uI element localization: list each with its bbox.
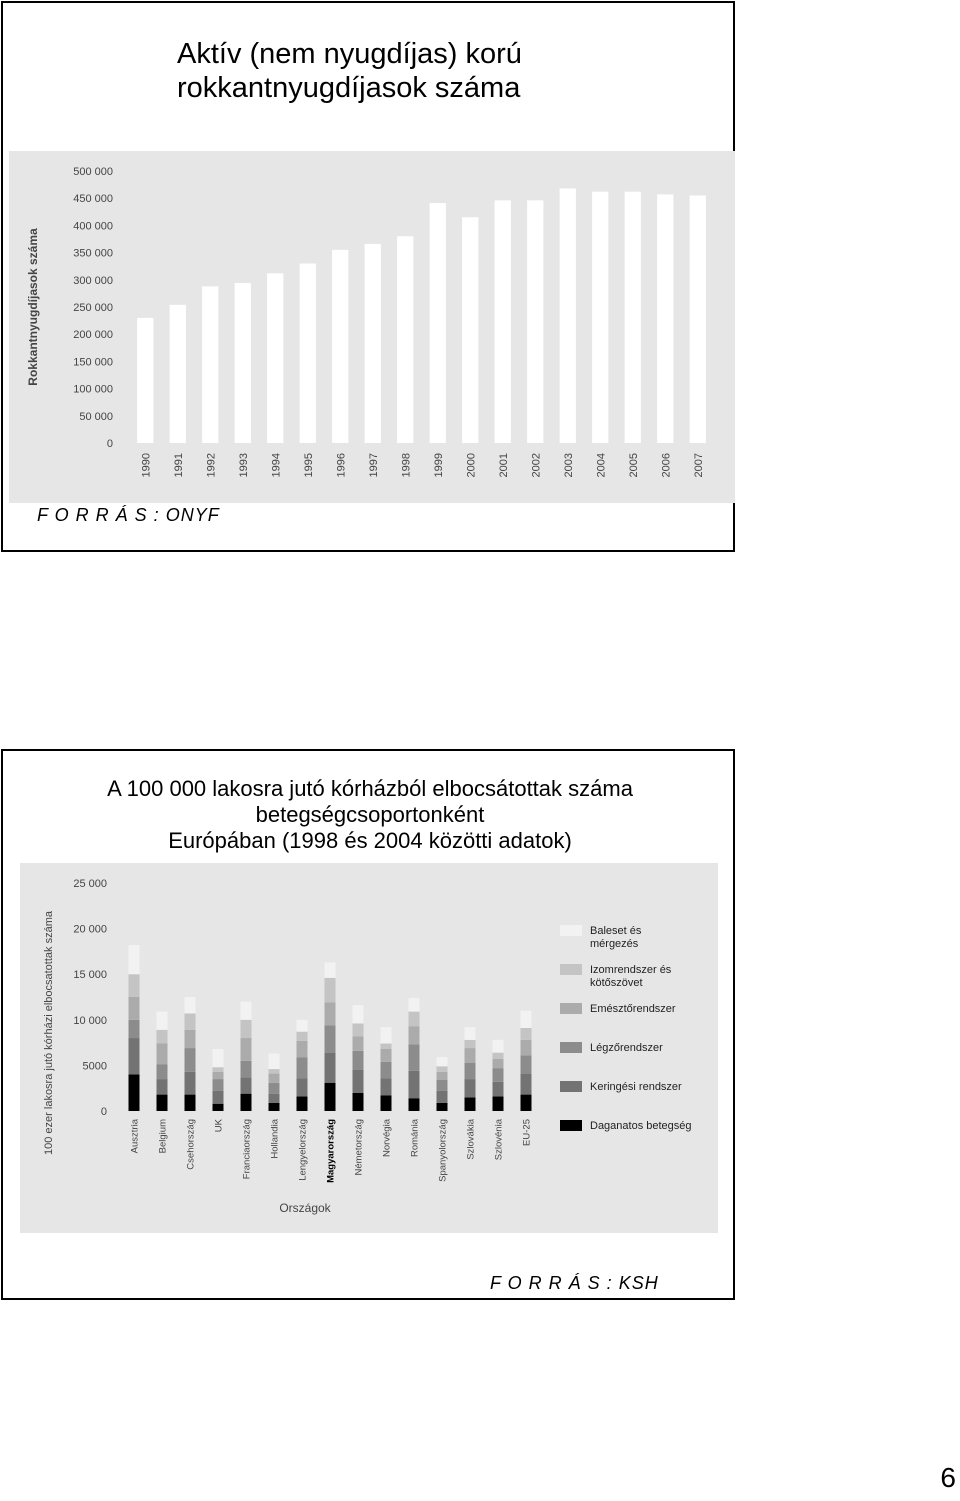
bar-segment-Belgium	[157, 1030, 168, 1044]
bar-2002	[527, 200, 543, 443]
title-line-2: betegségcsoportonként	[255, 802, 485, 827]
y-tick-label: 5000	[82, 1060, 107, 1073]
y-tick-label: 450 000	[73, 193, 113, 206]
bar-segment-Szlovákia	[465, 1027, 476, 1040]
bar-segment-Hollandia	[269, 1083, 280, 1094]
bar-1992	[202, 286, 218, 443]
bar-segment-Szlovákia	[465, 1063, 476, 1079]
bar-segment-Németország	[353, 1093, 364, 1111]
y-tick-label: 300 000	[73, 274, 113, 287]
slide-title	[177, 37, 522, 105]
bar-1995	[300, 263, 316, 443]
x-tick-label: Franciaország	[241, 1119, 253, 1180]
bar-segment-Lengyelország	[297, 1078, 308, 1096]
legend-swatch	[560, 1081, 582, 1092]
x-tick-label: 2000	[465, 453, 478, 478]
bar-segment-Románia	[409, 1044, 420, 1070]
bar-segment-Belgium	[157, 1079, 168, 1095]
bar-segment-Románia	[409, 1026, 420, 1044]
x-tick-label: Spanyolország	[437, 1119, 449, 1182]
bar-segment-Norvégia	[381, 1027, 392, 1043]
bar-segment-Magyarország	[325, 962, 336, 978]
bar-segment-EU-25	[521, 1074, 532, 1095]
x-tick-label: 1993	[237, 453, 250, 478]
x-tick-label: 2005	[627, 453, 640, 478]
bar-segment-Norvégia	[381, 1044, 392, 1049]
bar-segment-Szlovénia	[493, 1082, 504, 1097]
legend-label: Baleset és mérgezés	[590, 925, 642, 950]
slide-rokkantnyugdijasok	[1, 1, 735, 552]
bar-segment-Belgium	[157, 1095, 168, 1111]
bar-segment-Szlovénia	[493, 1096, 504, 1111]
bar-segment-UK	[213, 1091, 224, 1104]
x-tick-label: 2003	[562, 453, 575, 478]
bar-segment-Németország	[353, 1051, 364, 1070]
bar-segment-Spanyolország	[437, 1091, 448, 1103]
y-tick-label: 250 000	[73, 302, 113, 314]
x-tick-label: Németország	[353, 1119, 365, 1176]
bar-segment-EU-25	[521, 1028, 532, 1040]
bar-segment-Franciaország	[241, 1038, 252, 1061]
bar-segment-Belgium	[157, 1044, 168, 1065]
source-note: F O R R Á S : ONYF	[37, 505, 220, 525]
bar-1991	[170, 305, 186, 443]
bar-segment-Ausztria	[129, 1038, 140, 1074]
y-tick-label: 350 000	[73, 247, 113, 260]
bar-segment-Csehország	[185, 1030, 196, 1048]
bar-1990	[137, 318, 153, 443]
x-tick-label: 1997	[367, 453, 380, 478]
bar-segment-Románia	[409, 998, 420, 1012]
legend-label: Keringési rendszer	[590, 1081, 682, 1093]
x-tick-label: 2004	[595, 453, 608, 478]
x-tick-label: UK	[213, 1119, 225, 1133]
bar-segment-Ausztria	[129, 1075, 140, 1111]
bar-segment-Franciaország	[241, 1061, 252, 1077]
y-tick-label: 50 000	[79, 410, 113, 423]
bar-2005	[625, 192, 641, 443]
y-tick-label: 25 000	[73, 878, 107, 890]
bar-segment-Szlovákia	[465, 1040, 476, 1048]
bar-segment-Hollandia	[269, 1094, 280, 1103]
bar-segment-EU-25	[521, 1040, 532, 1056]
bar-segment-Hollandia	[269, 1103, 280, 1111]
bar-1999	[430, 203, 446, 443]
bar-segment-Németország	[353, 1005, 364, 1023]
bar-segment-Franciaország	[241, 1077, 252, 1093]
bar-segment-Belgium	[157, 1012, 168, 1030]
legend-swatch	[560, 1042, 582, 1053]
bar-segment-Ausztria	[129, 974, 140, 997]
y-tick-label: 10 000	[73, 1014, 107, 1027]
bar-segment-Ausztria	[129, 1020, 140, 1038]
bar-segment-Spanyolország	[437, 1103, 448, 1111]
bar-segment-Spanyolország	[437, 1057, 448, 1066]
y-tick-label: 150 000	[73, 356, 113, 369]
bar-segment-Románia	[409, 1098, 420, 1111]
bar-segment-Lengyelország	[297, 1032, 308, 1041]
bar-segment-Szlovénia	[493, 1059, 504, 1068]
bar-segment-EU-25	[521, 1011, 532, 1028]
x-tick-label: Belgium	[157, 1119, 169, 1154]
legend-label: Daganatos betegség	[590, 1120, 692, 1132]
bar-2003	[560, 188, 576, 443]
bar-segment-Hollandia	[269, 1074, 280, 1083]
x-tick-label: 2001	[497, 453, 510, 478]
bar-segment-Csehország	[185, 1048, 196, 1072]
x-tick-label: 1996	[335, 453, 348, 478]
x-tick-label: 1999	[432, 453, 445, 478]
bar-segment-Franciaország	[241, 1094, 252, 1111]
y-tick-label: 0	[106, 438, 113, 450]
bar-segment-Norvégia	[381, 1062, 392, 1078]
y-tick-label: 15 000	[73, 969, 107, 982]
bar-segment-Magyarország	[325, 978, 336, 1003]
legend-swatch	[560, 964, 582, 975]
x-tick-label: 1998	[400, 453, 413, 478]
x-tick-label: 1990	[140, 453, 153, 478]
bar-segment-EU-25	[521, 1055, 532, 1073]
bar-2006	[657, 194, 673, 443]
title-line-2: rokkantnyugdíjasok száma	[177, 72, 521, 104]
x-tick-label: 2002	[530, 453, 543, 478]
bar-segment-Franciaország	[241, 1002, 252, 1020]
bar-segment-Franciaország	[241, 1020, 252, 1038]
y-axis-label: 100 ezer lakosra jutó kórházi elbocsatottak száma	[43, 911, 55, 1155]
bar-segment-Norvégia	[381, 1095, 392, 1111]
bar-1997	[365, 244, 381, 443]
bar-2001	[495, 200, 511, 443]
bar-1996	[332, 250, 348, 443]
title-line-1: A 100 000 lakosra jutó kórházból elbocsátottak száma	[107, 776, 633, 801]
y-tick-label: 20 000	[73, 923, 107, 936]
stacked-bar-chart-elbocsatottak	[20, 863, 718, 1233]
legend-label: Izomrendszer és kötőszövet	[590, 964, 672, 989]
bar-segment-Németország	[353, 1070, 364, 1093]
y-tick-label: 400 000	[73, 220, 113, 233]
y-tick-label: 200 000	[73, 329, 113, 342]
bar-segment-Magyarország	[325, 1053, 336, 1083]
bar-segment-UK	[213, 1067, 224, 1072]
bar-segment-Románia	[409, 1012, 420, 1027]
title-line-1: Aktív (nem nyugdíjas) korú	[177, 38, 522, 70]
bar-segment-Lengyelország	[297, 1020, 308, 1032]
title-line-3: Európában (1998 és 2004 közötti adatok)	[168, 828, 572, 853]
x-axis-label: Országok	[279, 1201, 331, 1215]
bar-segment-Csehország	[185, 1095, 196, 1111]
x-tick-label: EU-25	[521, 1119, 533, 1146]
x-tick-label: Csehország	[185, 1119, 197, 1170]
bar-segment-Csehország	[185, 1072, 196, 1095]
y-tick-label: 0	[100, 1106, 107, 1118]
legend-label: Emésztőrendszer	[590, 1003, 676, 1015]
bar-segment-Hollandia	[269, 1054, 280, 1070]
bar-segment-Szlovákia	[465, 1079, 476, 1097]
x-tick-label: 1991	[172, 453, 185, 478]
bar-segment-Ausztria	[129, 997, 140, 1020]
legend-label: Légzőrendszer	[590, 1042, 663, 1054]
x-tick-label: Románia	[409, 1119, 421, 1158]
bar-2007	[690, 195, 706, 443]
bar-segment-Szlovénia	[493, 1040, 504, 1053]
x-tick-label: Magyarország	[325, 1119, 337, 1183]
slide-korhazi-elbocsatottak	[1, 749, 735, 1300]
bar-segment-Szlovénia	[493, 1053, 504, 1059]
x-tick-label: 2007	[692, 453, 705, 478]
bar-segment-UK	[213, 1049, 224, 1067]
bar-chart-rokkantnyugdijasok	[9, 151, 735, 503]
x-tick-label: Szlovénia	[493, 1119, 505, 1161]
x-tick-label: Lengyelország	[297, 1119, 309, 1181]
page-number: 6	[940, 1462, 956, 1493]
x-tick-label: 1995	[302, 453, 315, 478]
legend-swatch	[560, 925, 582, 936]
source-note: F O R R Á S : KSH	[490, 1273, 659, 1293]
bar-1994	[267, 273, 283, 443]
bar-segment-Magyarország	[325, 1002, 336, 1025]
x-tick-label: Hollandia	[269, 1119, 281, 1159]
x-tick-label: Ausztria	[129, 1119, 141, 1154]
bar-segment-Szlovákia	[465, 1097, 476, 1111]
legend-swatch	[560, 1003, 582, 1014]
x-tick-label: 2006	[660, 453, 673, 478]
bar-segment-Norvégia	[381, 1078, 392, 1095]
legend-swatch	[560, 1120, 582, 1131]
x-tick-label: 1992	[205, 453, 218, 478]
bar-segment-Magyarország	[325, 1083, 336, 1111]
x-tick-label: Norvégia	[381, 1119, 393, 1158]
bar-1993	[235, 283, 251, 443]
x-tick-label: 1994	[270, 453, 283, 478]
bar-segment-Spanyolország	[437, 1072, 448, 1080]
bar-segment-Magyarország	[325, 1025, 336, 1052]
bar-segment-Spanyolország	[437, 1066, 448, 1071]
bar-segment-Csehország	[185, 997, 196, 1013]
bar-segment-Belgium	[157, 1064, 168, 1079]
y-tick-label: 500 000	[73, 166, 113, 178]
bar-2000	[462, 217, 478, 443]
bar-segment-Románia	[409, 1071, 420, 1098]
bar-segment-Norvégia	[381, 1049, 392, 1062]
bar-segment-Németország	[353, 1023, 364, 1036]
bar-segment-UK	[213, 1072, 224, 1079]
bar-segment-Lengyelország	[297, 1041, 308, 1057]
bar-segment-Spanyolország	[437, 1080, 448, 1091]
slide-title	[3, 776, 737, 854]
y-tick-label: 100 000	[73, 383, 113, 396]
bar-segment-Szlovénia	[493, 1068, 504, 1082]
bar-segment-UK	[213, 1104, 224, 1111]
bar-segment-Lengyelország	[297, 1096, 308, 1111]
x-tick-label: Szlovákia	[465, 1119, 477, 1160]
bar-segment-Szlovákia	[465, 1048, 476, 1063]
y-axis-label: Rokkantnyugdíjasok száma	[26, 228, 40, 386]
bar-segment-Csehország	[185, 1013, 196, 1029]
bar-segment-UK	[213, 1079, 224, 1091]
bar-segment-Hollandia	[269, 1069, 280, 1074]
bar-segment-EU-25	[521, 1095, 532, 1111]
bar-segment-Ausztria	[129, 945, 140, 974]
bar-segment-Lengyelország	[297, 1057, 308, 1078]
bar-segment-Németország	[353, 1036, 364, 1051]
bar-1998	[397, 236, 413, 443]
bar-2004	[592, 192, 608, 443]
